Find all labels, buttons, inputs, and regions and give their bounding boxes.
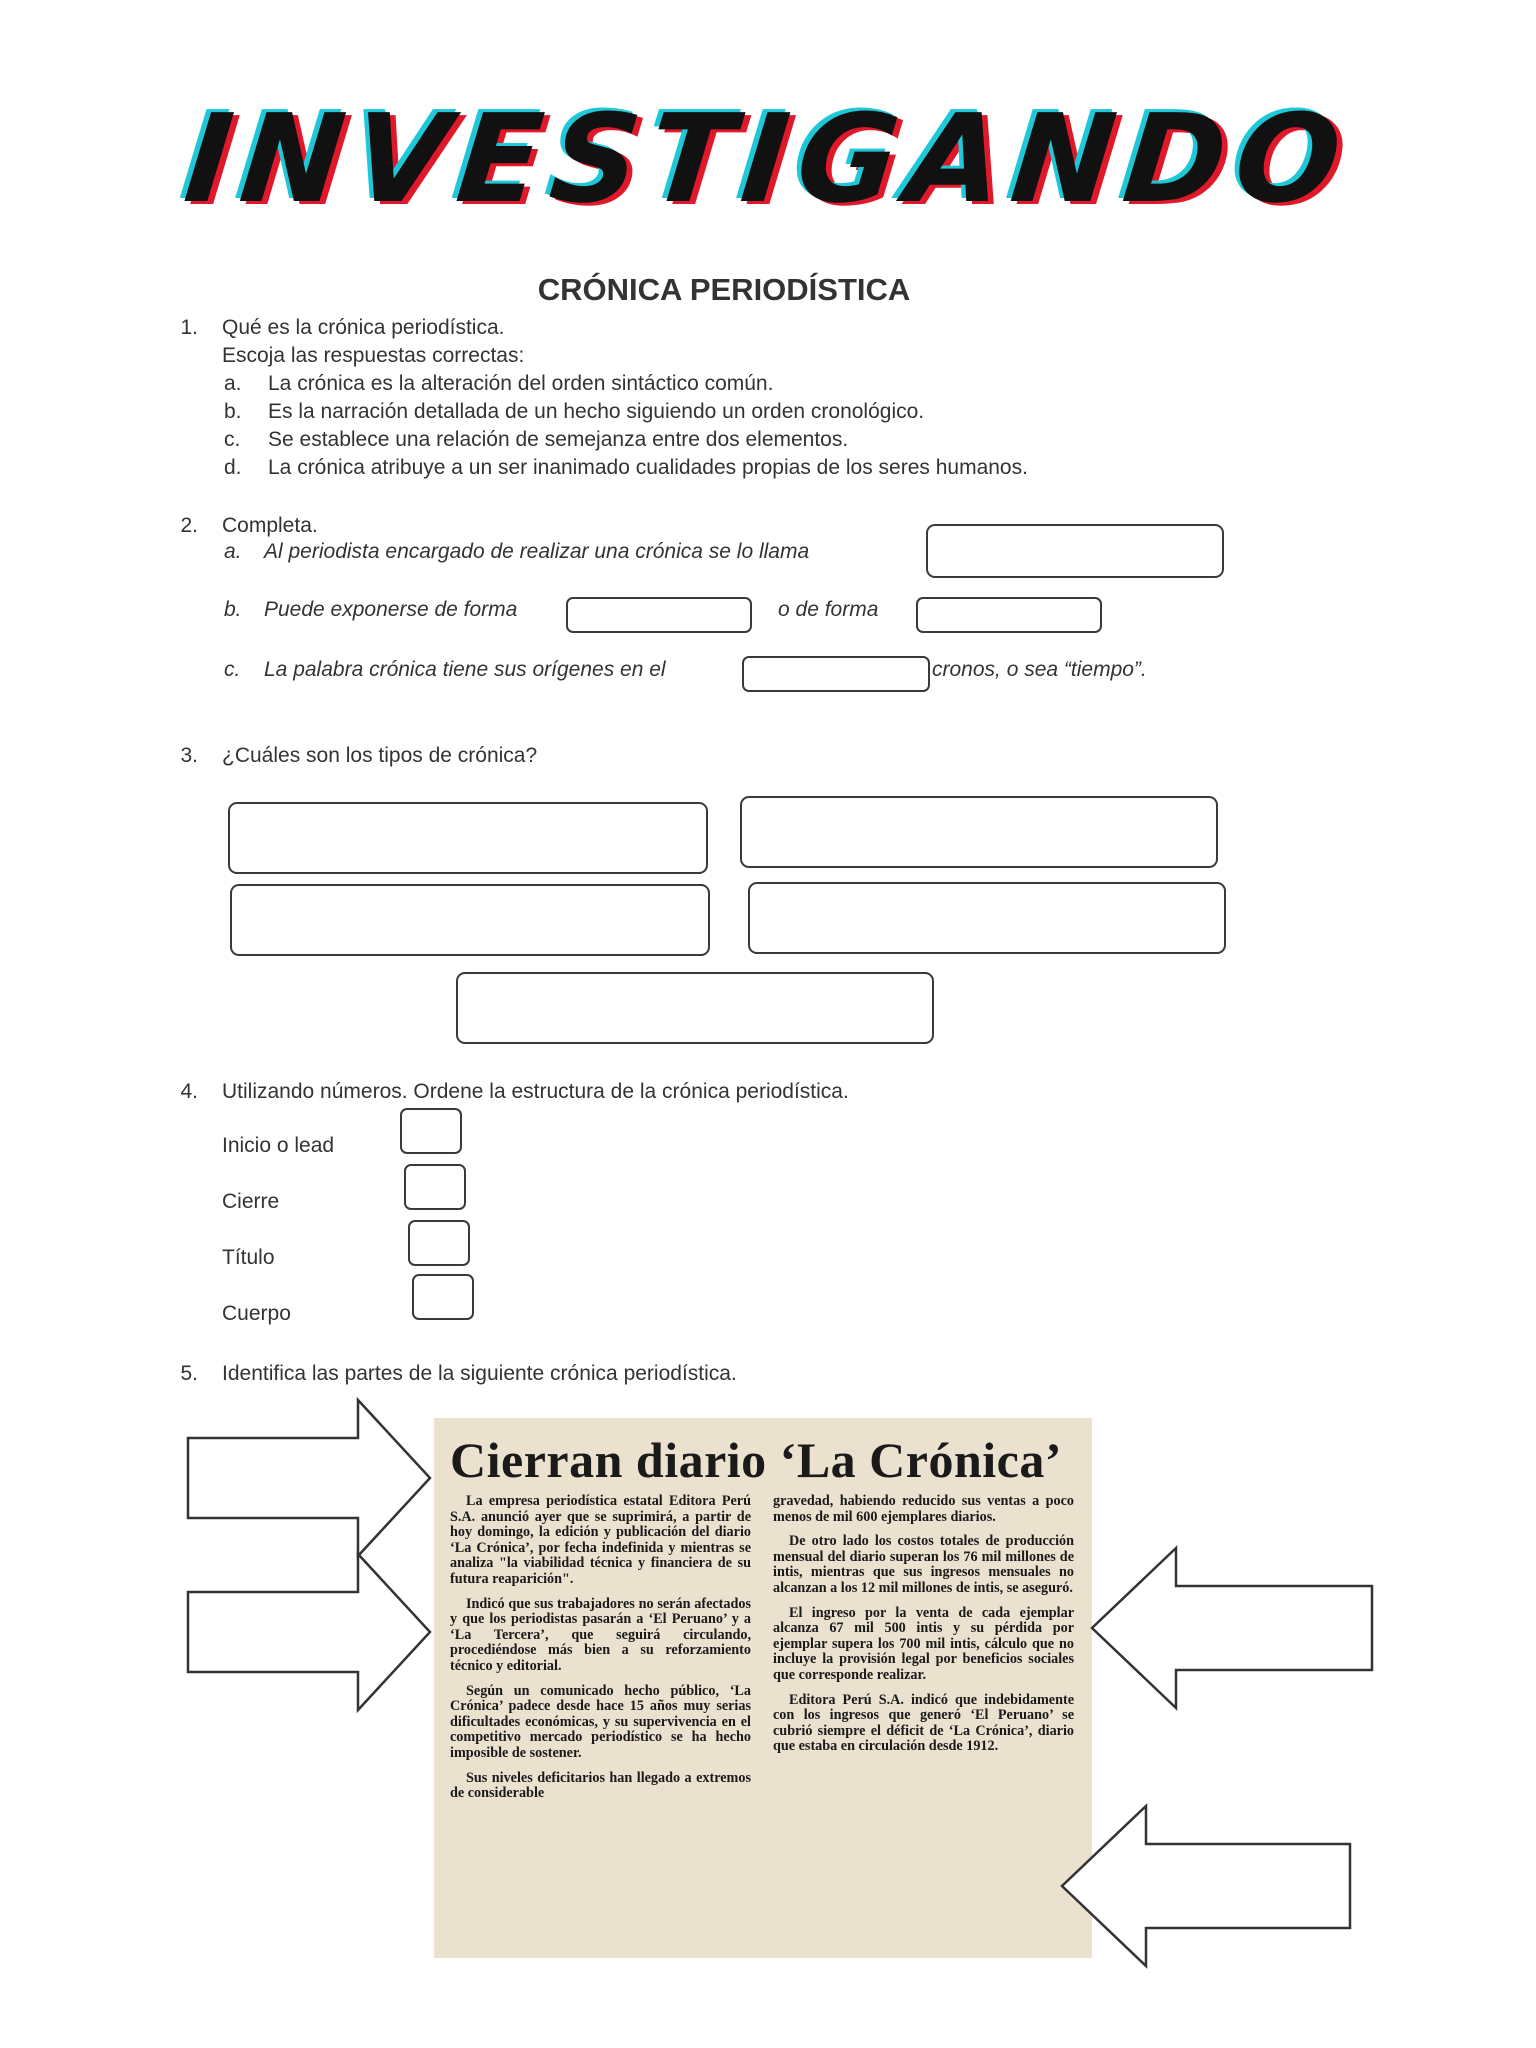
q2a-text: Al periodista encargado de realizar una crónica se lo llama	[264, 540, 810, 563]
q2c-text-after: cronos, o sea “tiempo”.	[932, 658, 1147, 681]
q1-option-text: Es la narración detallada de un hecho siguiendo un orden cronológico.	[268, 400, 925, 423]
q1-option-letter: c.	[224, 428, 241, 451]
q1-option-letter: d.	[224, 456, 242, 479]
arrow-right-icon	[188, 1554, 430, 1710]
q4-number: 4.	[180, 1080, 198, 1103]
q2-number: 2.	[180, 514, 198, 537]
q1-instruction: Escoja las respuestas correctas:	[222, 344, 525, 367]
arrow-right-icon	[188, 1400, 430, 1556]
q2a-letter: a.	[224, 540, 242, 563]
q5-number: 5.	[180, 1362, 198, 1385]
clipping-paragraph: Editora Perú S.A. indicó que indebidamente con los ingresos que generó ‘El Peruano’ se cubrió siempre el déficit de ‘La Crónica’, diario que estaba en circulación desde 1912.	[773, 1691, 1074, 1755]
q1-option-letter: b.	[224, 400, 242, 423]
clipping-paragraph: De otro lado los costos totales de producción mensual del diario superan los 76 mil millones de intis, mientras que sus ingresos mensuales no alcanzan a los 12 mil millones de intis, se aseguró.	[773, 1533, 1074, 1596]
clipping-paragraph: gravedad, habiendo reducido sus ventas a poco menos de mil 600 ejemplares diarios.	[773, 1493, 1074, 1525]
q2b-letter: b.	[224, 598, 242, 621]
q2b-text-before: Puede exponerse de forma	[264, 598, 518, 621]
q1-option-text: La crónica atribuye a un ser inanimado cualidades propias de los seres humanos.	[268, 456, 1028, 479]
q4-item-cierre: Cierre	[222, 1190, 280, 1213]
clipping-paragraph: Según un comunicado hecho público, ‘La Crónica’ padece desde hace 15 años muy serias dificultades económicas, y su supervivencia en el competitivo mercado periodístico se ha hecho imposible de sostener.	[450, 1682, 751, 1761]
q1-option-letter: a.	[224, 372, 242, 395]
q2c-letter: c.	[224, 658, 241, 681]
clipping-paragraph: El ingreso por la venta de cada ejemplar alcanza 67 mil 500 intis y su pérdida por ejemplar supera los 700 mil intis, cálculo que no incluye la provisión legal por beneficios sociales que corresponde realizar.	[773, 1604, 1074, 1683]
q3-prompt: ¿Cuáles son los tipos de crónica?	[222, 744, 538, 767]
q1-prompt: Qué es la crónica periodística.	[222, 316, 505, 339]
q1-option-text: La crónica es la alteración del orden sintáctico común.	[268, 372, 774, 395]
arrow-left-icon	[1062, 1806, 1350, 1966]
q2c-text-before: La palabra crónica tiene sus orígenes en el	[264, 658, 666, 681]
worksheet-title: CRÓNICA PERIODÍSTICA	[537, 272, 911, 307]
clipping-headline: Cierran diario ‘La Crónica’	[450, 1432, 1063, 1488]
q4-item-titulo: Título	[222, 1246, 275, 1269]
q5-prompt: Identifica las partes de la siguiente crónica periodística.	[222, 1362, 737, 1385]
clipping-paragraph: Indicó que sus trabajadores no serán afectados y que los periodistas pasarán a ‘El Peruano’ y a ‘La Tercera’, que seguirá circulando, procediéndose más bien a su reforzamiento técnico y editorial.	[450, 1595, 751, 1674]
banner-title: INVESTIGANDO	[178, 88, 1358, 230]
q3-number: 3.	[180, 744, 198, 767]
q4-prompt: Utilizando números. Ordene la estructura de la crónica periodística.	[222, 1080, 849, 1103]
q4-item-cuerpo: Cuerpo	[222, 1302, 291, 1325]
arrow-left-icon	[1092, 1548, 1372, 1708]
clipping-paragraph: Sus niveles deficitarios han llegado a extremos de considerable	[450, 1769, 751, 1802]
q4-item-lead: Inicio o lead	[222, 1134, 335, 1157]
q2-prompt: Completa.	[222, 514, 318, 537]
q2b-text-middle: o de forma	[778, 598, 879, 621]
q1-number: 1.	[180, 316, 198, 339]
q1-option-text: Se establece una relación de semejanza entre dos elementos.	[268, 428, 849, 451]
clipping-paragraph: La empresa periodística estatal Editora Perú S.A. anunció ayer que se suprimirá, a partir de hoy domingo, la edición y publicación del diario ‘La Crónica’, por fecha indefinida y mientras se analiza "la viabilidad técnica y financiera de su futura reaparición".	[450, 1493, 751, 1587]
